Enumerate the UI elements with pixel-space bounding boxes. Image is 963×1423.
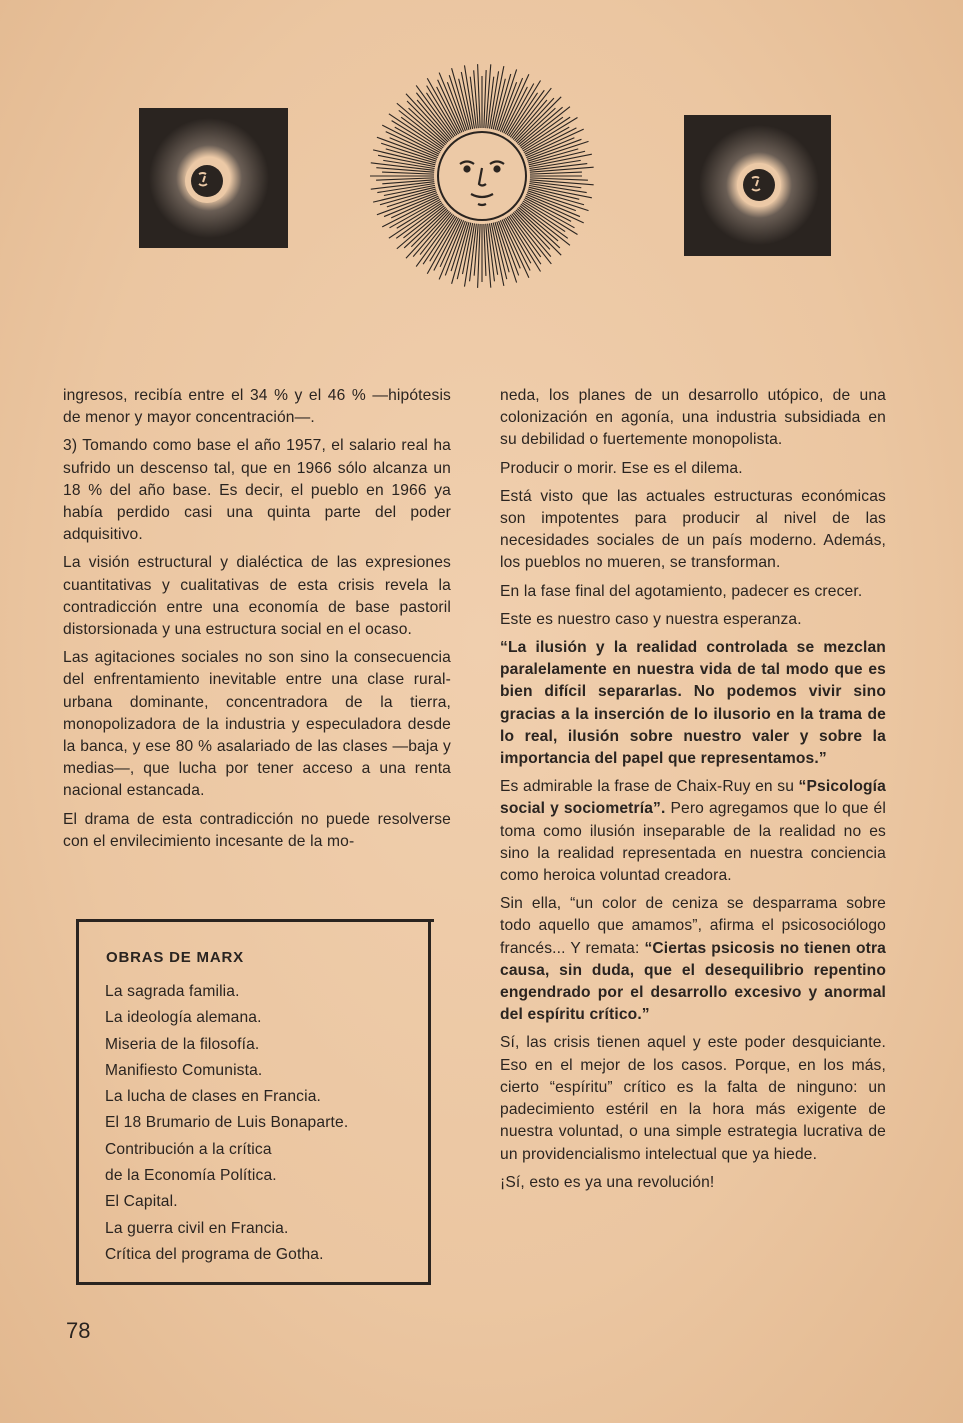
paragraph: En la fase final del agotamiento, padecer es crecer. [500,582,863,600]
bold-quote: “Ciertas psicosis no tienen otra causa, sin duda, que el desequilibrio repentino engendrado por el desarrollo excesivo y anormal del espíritu crítico.” [500,939,887,1024]
list-item: El 18 Brumario de Luis Bonaparte. [105,1114,349,1132]
bold-quote: “La ilusión y la realidad controlada se mezclan paralelamente en nuestra vida de tal modo que es bien difícil separarlas. No podemos vivir sino gracias a la inserción de lo ilusorio en la trama de lo real, ilusión sobre nuestro valer y sobre la importancia del papel que representamos.” [500,639,886,768]
list-item: El Capital. [105,1193,178,1211]
paragraph: Las agitaciones sociales no son sino la consecuencia del enfrentamiento inevitable entre una clase rural-urbana dominante, concentradora de la tierra, monopolizadora de la industria y especuladora desde la banca, y ese 80 % asalariado de las clases —baja y medias—, que lucha por tener acceso a una renta nacional estancada. [63,649,451,800]
list-item: La ideología alemana. [105,1009,262,1027]
text: Pero agregamos que lo que él toma como ilusión inseparable de la realidad no es sino la realidad representada en nuestra conciencia como heroica voluntad creadora. [500,800,886,885]
list-item: Manifiesto Comunista. [105,1061,263,1079]
works-box [76,921,431,1285]
box-title: OBRAS DE MARX [106,949,244,966]
list-item: Crítica del programa de Gotha. [105,1245,324,1263]
list-item: La sagrada familia. [105,983,240,1000]
paragraph: Está visto que las actuales estructuras económicas son impotentes para producir al nivel de las necesidades sociales de un país moderno. Además, los pueblos no mueren, se transforman. [500,487,886,572]
paragraph [500,893,886,1026]
list-item: Miseria de la filosofía. [105,1035,260,1053]
page-number: 78 [66,1318,91,1343]
paragraph: ¡Sí, esto es ya una revolución! [500,1173,715,1191]
book-title: “Psicología social y sociometría”. [500,778,886,818]
list-item: Contribución a la crítica [105,1140,272,1158]
paragraph: El drama de esta contradicción no puede resolverse con el envilecimiento incesante de la mo- [63,810,451,850]
list-item: La lucha de clases en Francia. [105,1088,322,1106]
list-item: La guerra civil en Francia. [105,1219,289,1237]
text: Sin ella, “un color de ceniza se desparrama sobre todo aquello que amamos”, afirma el psicosociólogo francés... Y remata: [500,895,886,957]
sun-face-square-left-icon [139,108,288,248]
paragraph: La visión estructural y dialéctica de las expresiones cuantitativas y cualitativas de esta crisis revela la contradicción entre una economía de base pastoril distorsionada y una estructura social en el ocaso. [63,554,451,639]
list-item: de la Economía Política. [105,1167,277,1185]
left-text-column [63,385,451,859]
paragraph: Este es nuestro caso y nuestra esperanza. [500,610,802,628]
paragraph: Sí, las crisis tienen aquel y este poder desquiciante. Eso en el mejor de los casos. Porque, en los más, cierto “espíritu” crítico es la falta de ninguno: un padecimiento estéril en la hora más exigente de nuestra voluntad, o una simple estrategia lucrativa de un providencialismo intelectual que ya hiede. [500,1034,886,1163]
paragraph: ingresos, recibía entre el 34 % y el 46 % —hipótesis de menor y mayor concentración—. [63,387,451,427]
works-list [105,979,348,1268]
sun-face-center-icon [370,60,594,290]
paragraph: Producir o morir. Ese es el dilema. [500,459,743,477]
text: Es admirable la frase de Chaix-Ruy en su [500,778,799,796]
sun-face-square-right-icon [684,115,831,256]
right-text-column [500,385,886,1200]
paragraph [500,776,886,887]
paragraph: neda, los planes de un desarrollo utópico, de una colonización en agonía, una industria subsidiada en su debilidad o fuertemente monopolista. [500,387,886,449]
paragraph: 3) Tomando como base el año 1957, el salario real ha sufrido un descenso tal, que en 1966 sólo alcanza un 18 % del año base. Es decir, el pueblo en 1966 ya había perdido casi una quinta parte del poder adquisitivo. [63,437,451,544]
